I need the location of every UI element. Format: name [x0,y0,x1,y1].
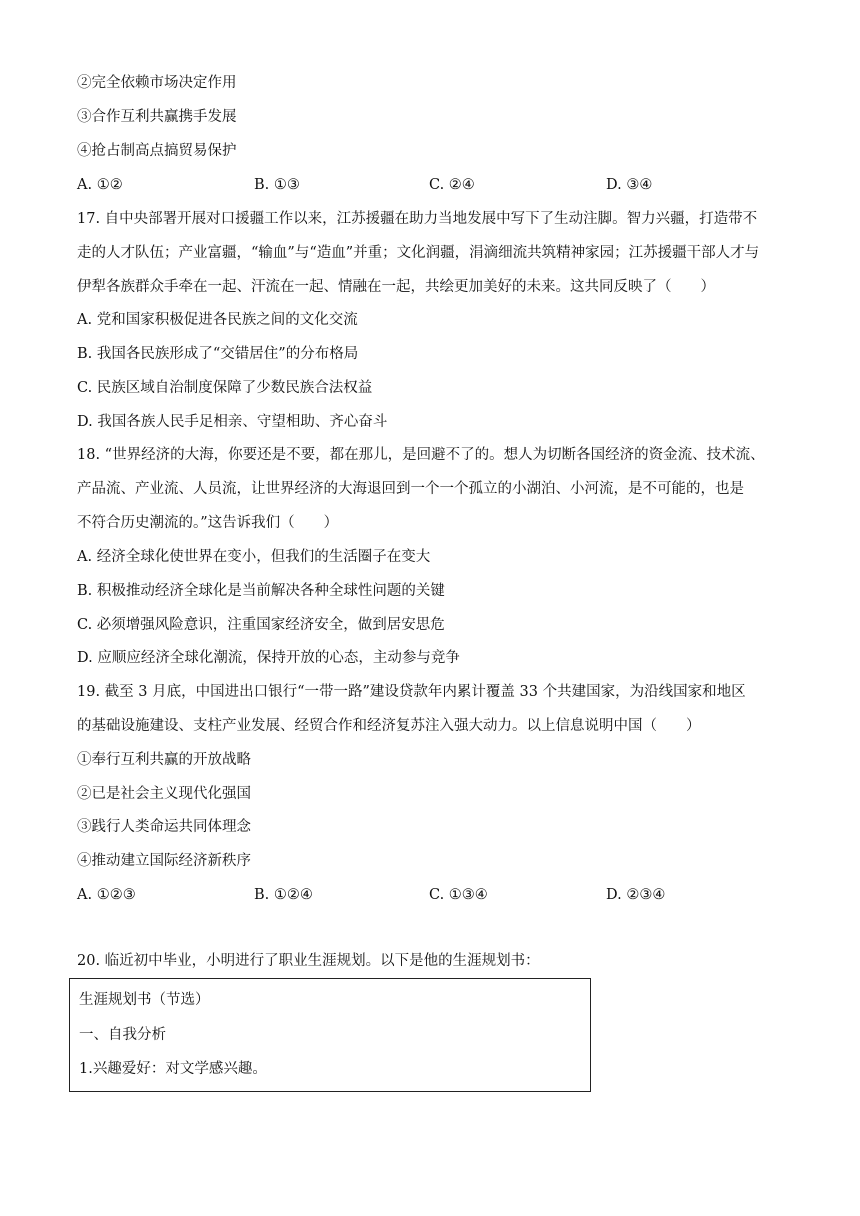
q17-option-a[interactable]: A. 党和国家积极促进各民族之间的文化交流 [77,312,358,328]
q18-stem-line-2: 产品流、产业流、人员流，让世界经济的大海退回到一个一个孤立的小湖泊、小河流，是不可能的，也是 [77,481,744,497]
q17-stem-line-2: 走的人才队伍；产业富疆，“输血”与“造血”并重；文化润疆，涓滴细流共筑精神家园；江苏援疆干部人才与 [77,245,760,261]
q16-answer-a[interactable]: A. ①② [77,177,123,193]
q19-stem-line-2: 的基础设施建设、支柱产业发展、经贸合作和经济复苏注入强大动力。以上信息说明中国（ ） [77,718,701,734]
q17-option-b[interactable]: B. 我国各民族形成了“交错居住”的分布格局 [77,346,359,362]
career-plan-box [69,978,591,1092]
q16-option-3: ③合作互利共赢携手发展 [77,109,237,125]
q18-stem-line-1: 18. “世界经济的大海，你要还是不要，都在那儿，是回避不了的。想人为切断各国经济的资金流、技术流、 [77,447,765,463]
q18-option-a[interactable]: A. 经济全球化使世界在变小，但我们的生活圈子在变大 [77,549,431,565]
q19-answer-choices [77,885,777,905]
q18-option-d[interactable]: D. 应顺应经济全球化潮流，保持开放的心态，主动参与竞争 [77,650,460,666]
q19-answer-d[interactable]: D. ②③④ [606,887,666,903]
q16-answer-b[interactable]: B. ①③ [254,177,300,193]
q16-option-4: ④抢占制高点搞贸易保护 [77,143,237,159]
q17-option-c[interactable]: C. 民族区域自治制度保障了少数民族合法权益 [77,380,373,396]
q18-option-b[interactable]: B. 积极推动经济全球化是当前解决各种全球性问题的关键 [77,583,445,599]
q19-option-2: ②已是社会主义现代化强国 [77,786,251,802]
q17-stem-line-1: 17. 自中央部署开展对口援疆工作以来，江苏援疆在助力当地发展中写下了生动注脚。智力兴疆，打造带不 [77,211,758,227]
q19-option-3: ③践行人类命运共同体理念 [77,819,251,835]
q16-option-2: ②完全依赖市场决定作用 [77,75,237,91]
q18-stem-line-3: 不符合历史潮流的。”这告诉我们（ ） [77,515,339,531]
q19-answer-c[interactable]: C. ①③④ [429,887,488,903]
q19-answer-a[interactable]: A. ①②③ [77,887,136,903]
q16-answer-choices [77,175,777,195]
q16-answer-d[interactable]: D. ③④ [606,177,653,193]
q19-option-1: ①奉行互利共赢的开放战略 [77,752,251,768]
q19-answer-b[interactable]: B. ①②④ [254,887,313,903]
q19-option-4: ④推动建立国际经济新秩序 [77,853,251,869]
q18-option-c[interactable]: C. 必须增强风险意识，注重国家经济安全，做到居安思危 [77,617,445,633]
q17-stem-line-3: 伊犁各族群众手牵在一起、汗流在一起、情融在一起，共绘更加美好的未来。这共同反映了（ ） [77,279,715,295]
q16-answer-c[interactable]: C. ②④ [429,177,475,193]
career-plan-item-1: 1.兴趣爱好：对文学感兴趣。 [79,1061,267,1077]
q17-option-d[interactable]: D. 我国各族人民手足相亲、守望相助、齐心奋斗 [77,414,388,430]
career-plan-section: 一、自我分析 [79,1027,166,1043]
q20-stem: 20. 临近初中毕业，小明进行了职业生涯规划。以下是他的生涯规划书： [77,953,540,969]
q19-stem-line-1: 19. 截至 3 月底，中国进出口银行“一带一路”建设贷款年内累计覆盖 33 个共建国家，为沿线国家和地区 [77,684,746,700]
career-plan-title: 生涯规划书（节选） [79,992,210,1008]
